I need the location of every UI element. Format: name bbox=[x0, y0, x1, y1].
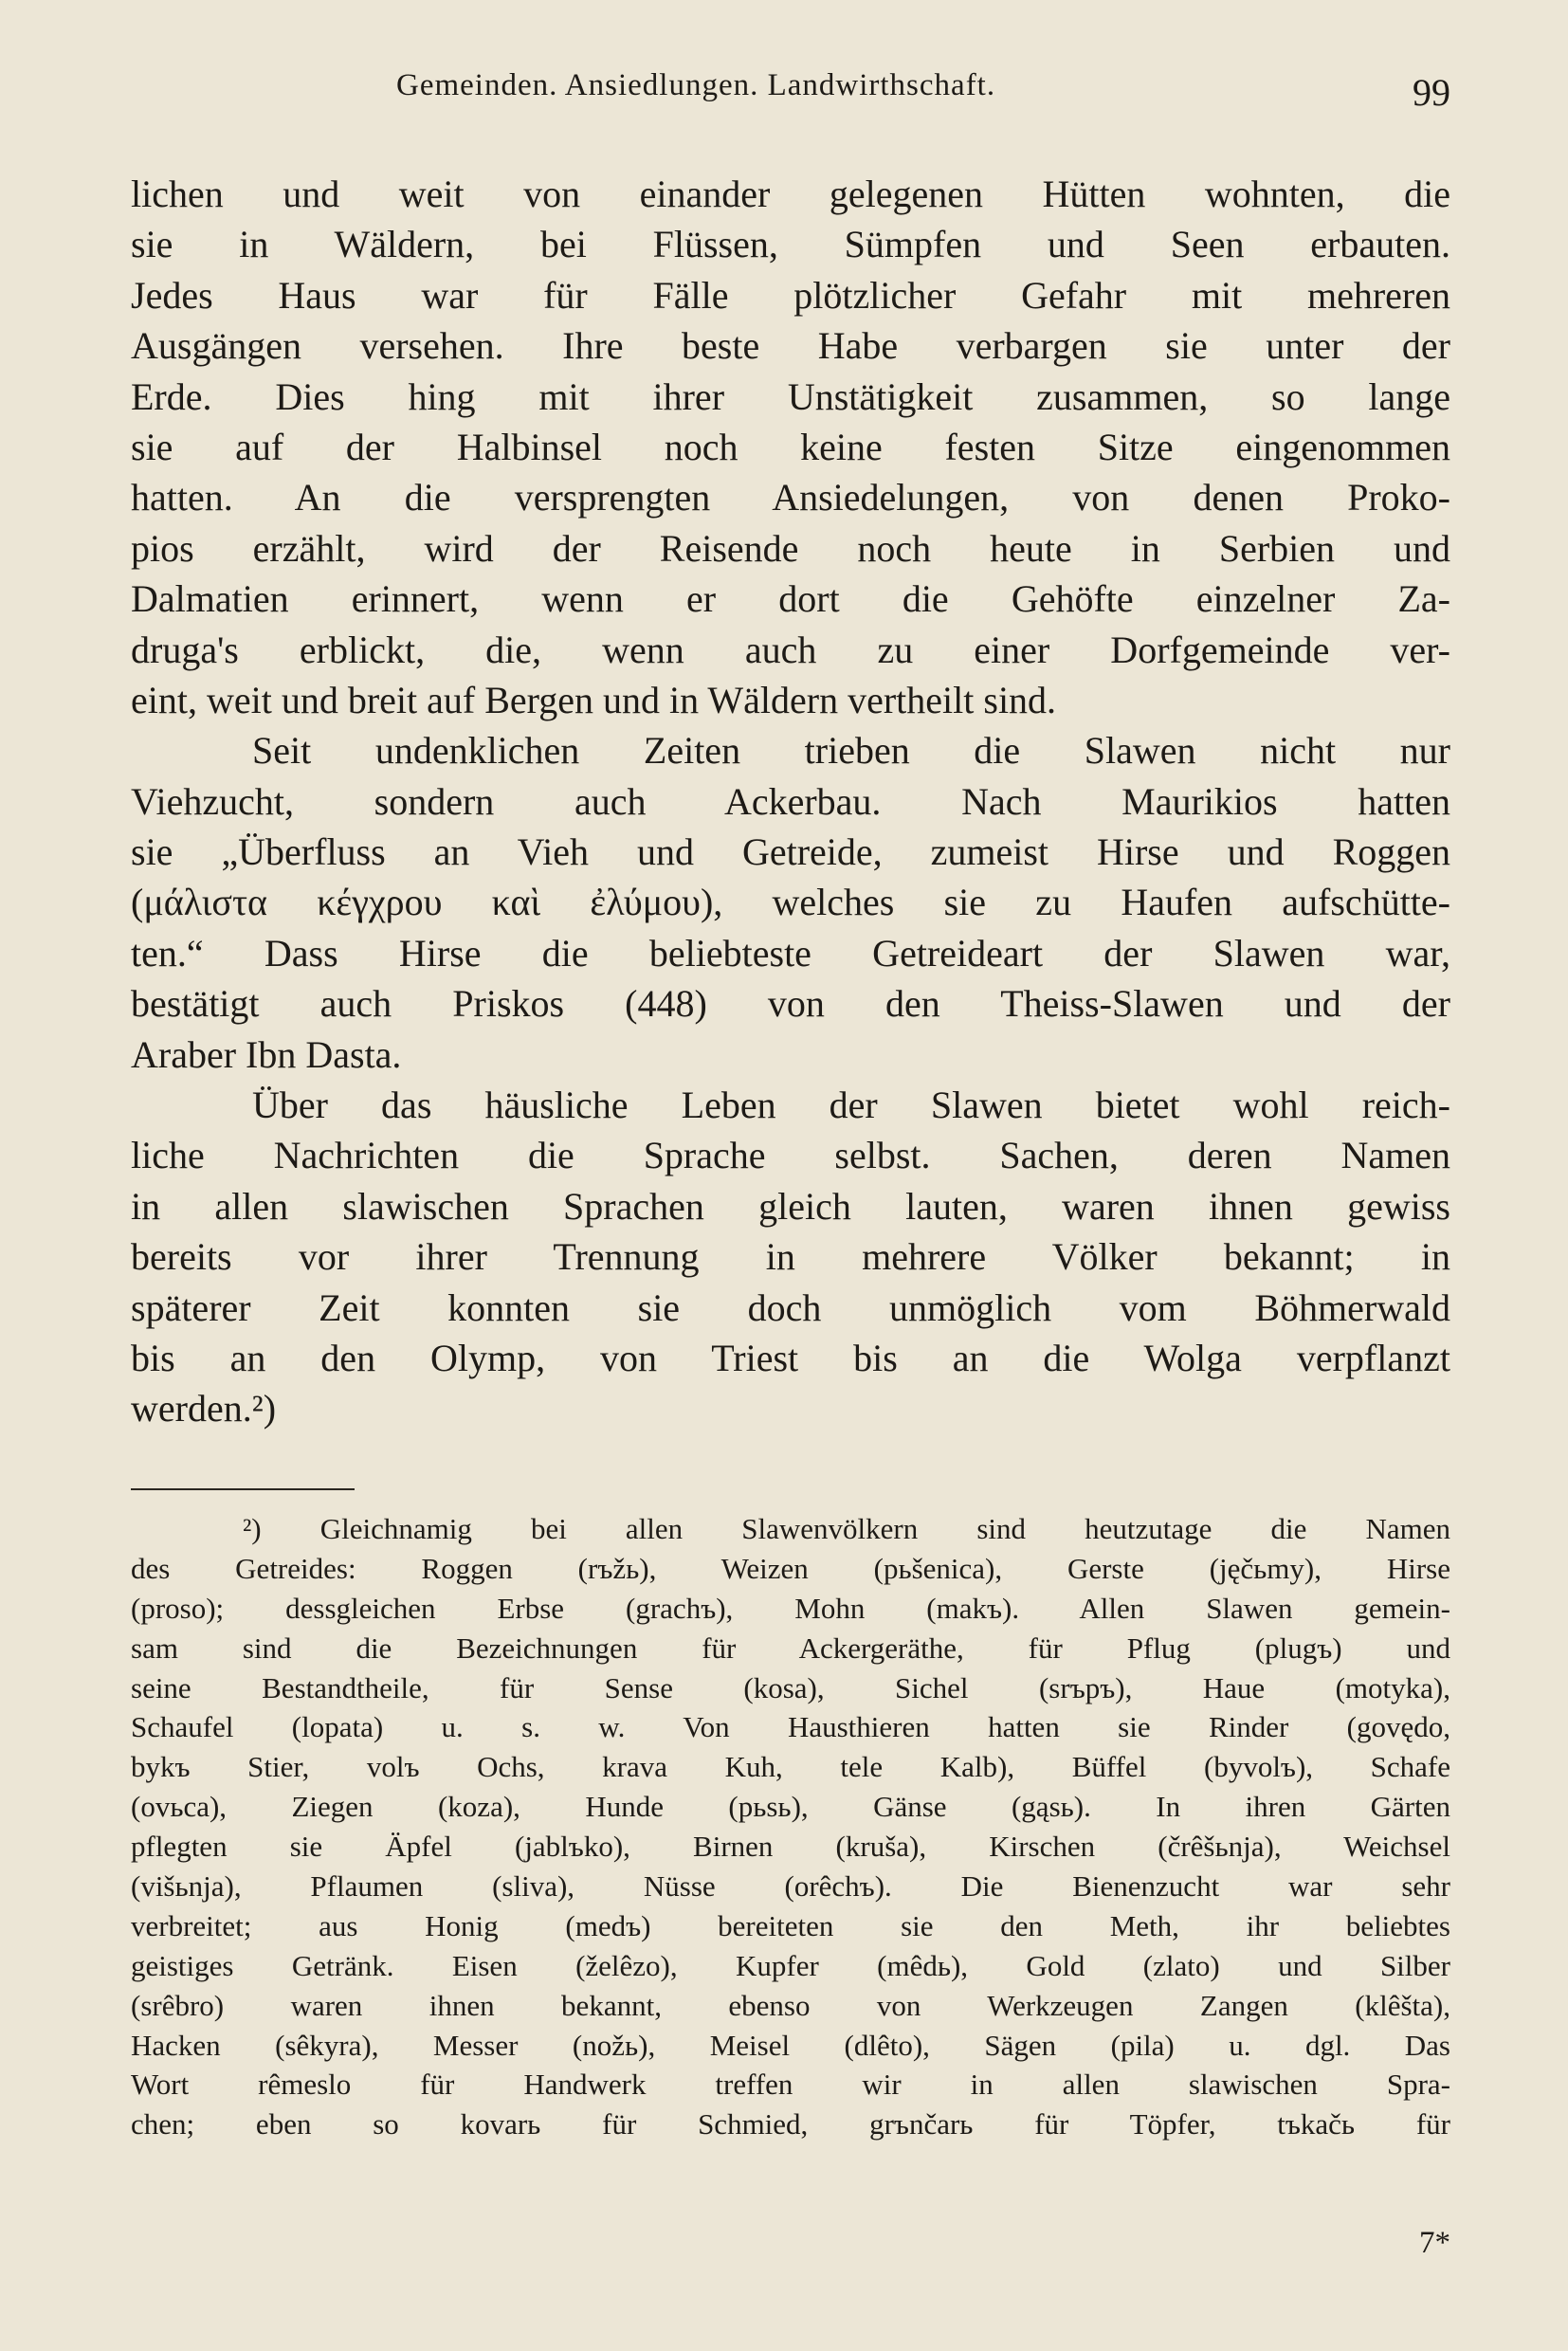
text-line: liche Nachrichten die Sprache selbst. Sachen, deren Namen bbox=[131, 1134, 1450, 1177]
text-line: eint, weit und breit auf Bergen und in Wäldern vertheilt sind. bbox=[131, 678, 1057, 721]
footnote-line: ²) Gleichnamig bei allen Slawenvölkern sind heutzutage die Namen bbox=[243, 1512, 1450, 1545]
text-line: Dalmatien erinnert, wenn er dort die Gehöfte einzelner Za- bbox=[131, 577, 1450, 621]
text-line: Jedes Haus war für Fälle plötzlicher Gefahr mit mehreren bbox=[131, 273, 1450, 317]
text-line: späterer Zeit konnten sie doch unmöglich vom Böhmerwald bbox=[131, 1285, 1450, 1329]
text-line: in allen slawischen Sprachen gleich lauten, waren ihnen gewiss bbox=[131, 1184, 1450, 1228]
text-line: hatten. An die versprengten Ansiedelungen, von denen Proko- bbox=[131, 476, 1450, 519]
footnote-line: pflegten sie Äpfel (jablъko), Birnen (kruša), Kirschen (črêšьnja), Weichsel bbox=[131, 1830, 1450, 1864]
footnote-line: bykъ Stier, volъ Ochs, krava Kuh, tele Kalb), Büffel (byvolъ), Schafe bbox=[131, 1750, 1450, 1784]
footnote-line: verbreitet; aus Honig (medъ) bereiteten sie den Meth, ihr beliebtes bbox=[131, 1908, 1450, 1942]
footnote-line: des Getreides: Roggen (rъžь), Weizen (pьšenica), Gerste (jęčьmy), Hirse bbox=[131, 1551, 1450, 1585]
paragraph-start-line: Über das häusliche Leben der Slawen bietet wohl reich- bbox=[252, 1084, 1450, 1127]
text-line: sie „Überfluss an Vieh und Getreide, zumeist Hirse und Roggen bbox=[131, 830, 1450, 874]
footnote-line: chen; eben so kovarь für Schmied, grъnčarь für Töpfer, tъkačь für bbox=[131, 2107, 1450, 2141]
text-line: (μάλιστα κέγχρου καὶ ἐλύμου), welches sie zu Haufen aufschütte- bbox=[131, 881, 1450, 924]
text-line: ten.“ Dass Hirse die beliebteste Getreideart der Slawen war, bbox=[131, 931, 1450, 975]
footnote-line: (srêbro) waren ihnen bekannt, ebenso von Werkzeugen Zangen (klêšta), bbox=[131, 1988, 1450, 2022]
footnote-line: (ovьca), Ziegen (koza), Hunde (pьsь), Gänse (gąsь). In ihren Gärten bbox=[131, 1790, 1450, 1824]
footnote-line: seine Bestandtheile, für Sense (kosa), Sichel (srъpъ), Haue (motyka), bbox=[131, 1670, 1450, 1704]
footnote-line: (višьnja), Pflaumen (sliva), Nüsse (orêchъ). Die Bienenzucht war sehr bbox=[131, 1869, 1450, 1904]
text-line: Araber Ibn Dasta. bbox=[131, 1032, 402, 1076]
footnote-line: Schaufel (lopata) u. s. w. Von Hausthieren hatten sie Rinder (govędo, bbox=[131, 1710, 1450, 1744]
footnote bbox=[131, 1509, 1450, 2144]
signature-mark: 7* bbox=[1419, 2226, 1450, 2260]
footnote-line: Hacken (sêkyra), Messer (nožь), Meisel (dlêto), Sägen (pila) u. dgl. Das bbox=[131, 2028, 1450, 2062]
page-header bbox=[131, 68, 1450, 116]
page-number: 99 bbox=[1413, 71, 1450, 114]
text-line: bestätigt auch Priskos (448) von den Theiss-Slawen und der bbox=[131, 982, 1450, 1026]
footnote-line: geistiges Getränk. Eisen (želêzo), Kupfer (mêdь), Gold (zlato) und Silber bbox=[131, 1948, 1450, 1982]
footnote-divider bbox=[131, 1488, 355, 1490]
text-line: Ausgängen versehen. Ihre beste Habe verbargen sie unter der bbox=[131, 324, 1450, 368]
text-line: sie in Wäldern, bei Flüssen, Sümpfen und Seen erbauten. bbox=[131, 223, 1450, 266]
text-line: druga's erblickt, die, wenn auch zu einer Dorfgemeinde ver- bbox=[131, 628, 1450, 671]
text-line: werden.²) bbox=[131, 1387, 277, 1431]
footnote-line: Wort rêmeslo für Handwerk treffen wir in allen slawischen Spra- bbox=[131, 2068, 1450, 2102]
footnote-line: sam sind die Bezeichnungen für Ackergeräthe, für Pflug (plugъ) und bbox=[131, 1631, 1450, 1665]
text-line: Erde. Dies hing mit ihrer Unstätigkeit zusammen, so lange bbox=[131, 374, 1450, 418]
footnote-line: (proso); dessgleichen Erbse (grachъ), Mohn (makъ). Allen Slawen gemein- bbox=[131, 1591, 1450, 1625]
text-line: sie auf der Halbinsel noch keine festen Sitze eingenommen bbox=[131, 425, 1450, 468]
running-head: Gemeinden. Ansiedlungen. Landwirthschaft. bbox=[396, 68, 996, 102]
text-line: lichen und weit von einander gelegenen Hütten wohnten, die bbox=[131, 173, 1450, 215]
paragraph-start-line: Seit undenklichen Zeiten trieben die Slawen nicht nur bbox=[252, 729, 1450, 773]
text-line: pios erzählt, wird der Reisende noch heute in Serbien und bbox=[131, 526, 1450, 570]
main-text bbox=[131, 169, 1450, 1434]
text-line: bis an den Olymp, von Triest bis an die Wolga verpflanzt bbox=[131, 1336, 1450, 1379]
text-line: Viehzucht, sondern auch Ackerbau. Nach Maurikios hatten bbox=[131, 779, 1450, 823]
text-line: bereits vor ihrer Trennung in mehrere Völker bekannt; in bbox=[131, 1235, 1450, 1279]
